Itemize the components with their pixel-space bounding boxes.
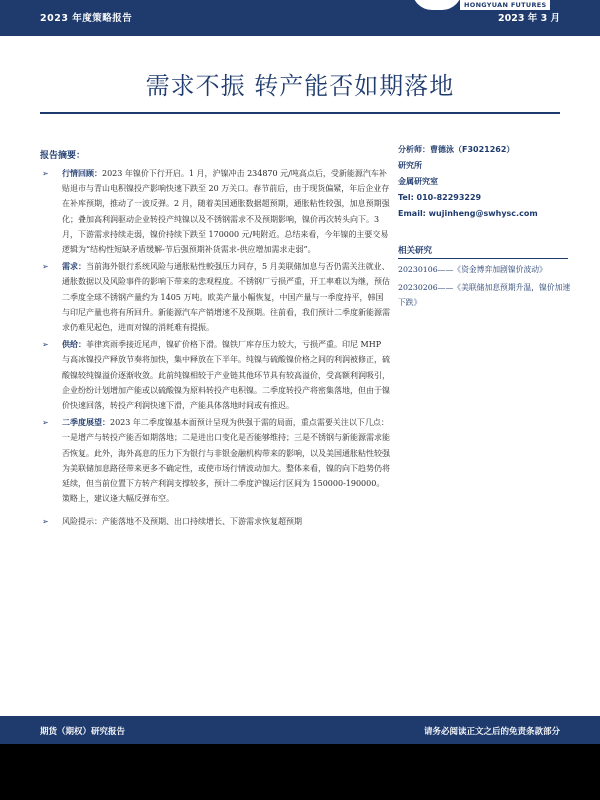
item-text: 当前海外银行系统风险与通胀粘性較强压力同存，5 月美联储加息与否仍需关注就业、通胀数据以及风险事件的影响下带来的悲观程度。不锈钢厂亏损严重，开工率难以为继，预估二季度全球不锈钢产量约为 1405 万吨。欧美产量小幅恢复，中国产量与一季度持平，韩国与印尼产量也将有所回升。新能源汽车产销增速不及预期。往前看，我们预计二季度新能源需求仍难见起色，进而对镍的消耗难有提振。 xyxy=(62,262,390,333)
arrow-bullet-icon: ➢ xyxy=(42,418,49,428)
arrow-bullet-icon: ➢ xyxy=(42,262,49,272)
related-research-title: 相关研究 xyxy=(398,244,568,259)
report-type: 2023 年度策略报告 xyxy=(40,13,133,24)
email-link[interactable]: Email: wujinheng@swhysc.com xyxy=(398,209,538,218)
summary-item-risk xyxy=(40,514,390,529)
page-bottom-margin xyxy=(0,744,600,800)
phone: Tel: 010-82293229 xyxy=(398,193,482,202)
item-heading: 需求： xyxy=(62,262,86,272)
summary-item-demand xyxy=(40,259,390,335)
summary-item-market-review xyxy=(40,166,390,257)
item-text: 菲律宾雨季接近尾声，镍矿价格下滑。镍铁厂库存压力较大，亏损严重。印尼 MHP 与高冰镍投产释放节奏将加快，集中释放在下半年。纯镍与硫酸镍价格之间的利润被修正，硫酸镍较纯镍溢价逐渐收敛。此前纯镍相较于产业链其他环节具有较高溢价，受高额利润吸引，企业纷纷计划增加产能或以硫酸镍为原料转投产电积镍。二季度转投产将密集落地，但由于镍价快速回落，转投产利润快速下滑，产能具体落地时间或有推迟。 xyxy=(62,340,390,411)
arrow-bullet-icon: ➢ xyxy=(42,517,49,527)
company-logo: HONGYUAN FUTURES xyxy=(460,0,550,10)
analyst-sidebar xyxy=(398,142,573,310)
item-heading: 二季度展望： xyxy=(62,418,110,428)
item-text: 2023 年镍价下行开启。1 月，沪镍冲击 234870 元/吨高点后，受新能源汽车补贴退市与青山电积镍投产影响快速下跌至 20 万关口。春节前后，由于现货偏紧，年后企业存在补库预期，推动了一波反弹。2 月，随着美国通胀数据超预期，通胀粘性较强，加息预期强化；叠加高利润驱动企业转投产纯镍以及不锈钢需求不及预期影响，镍价再次转头向下。3 月，下游需求持续走弱，镍价持续下跌至 170000 元/吨附近。总结来看，今年镍的主要交易逻辑为“结构性短缺矛盾缓解-节后强预期补货需求-供应增加需求走弱”。 xyxy=(62,169,390,255)
footer-report-type: 期货（期权）研究报告 xyxy=(40,727,126,737)
arrow-bullet-icon: ➢ xyxy=(42,340,49,350)
report-date: 2023 年 3 月 xyxy=(498,13,560,24)
institute: 研究所 xyxy=(398,161,422,170)
title-divider xyxy=(40,112,560,114)
footer-disclaimer: 请务必阅读正文之后的免责条款部分 xyxy=(423,727,560,737)
footer-band xyxy=(0,716,600,744)
related-research-link[interactable]: 20230206——《美联储加息预期升温，镍价加速下跌》 xyxy=(398,283,571,307)
item-heading: 供给： xyxy=(62,340,86,350)
item-heading: 行情回顾： xyxy=(62,169,102,178)
team: 金属研究室 xyxy=(398,177,438,186)
report-summary xyxy=(40,148,390,532)
report-title: 需求不振 转产能否如期落地 xyxy=(145,72,455,100)
arrow-bullet-icon: ➢ xyxy=(42,169,49,178)
summary-item-outlook xyxy=(40,415,390,506)
summary-label: 报告摘要： xyxy=(40,151,86,161)
item-text: 2023 年二季度镍基本面预计呈现为供强于需的局面，重点需要关注以下几点：一是增产与转投产能否如期落地；二是进出口变化是否能够维持；三是不锈钢与新能源需求能否恢复。此外，海外高息的压力下为银行与非银金融机构带来的影响，以及美国通胀粘性较强为美联储加息路径带来更多不确定性，或使市场行情波动加大。整体来看，镍的向下趋势仍将延续，但当前位置下方转产利润支撑较多，预计二季度沪镍运行区间为 150000-190000。策略上，建议逢大幅反弹布空。 xyxy=(62,418,390,504)
analyst-name: 分析师：曹德泳（F3021262） xyxy=(398,145,515,154)
related-research-link[interactable]: 20230106——《资金博弈加剧镍价波动》 xyxy=(398,265,547,274)
item-text: 风险提示：产能落地不及预期、出口持续增长、下游需求恢复超预期 xyxy=(62,517,302,527)
summary-item-supply xyxy=(40,337,390,413)
